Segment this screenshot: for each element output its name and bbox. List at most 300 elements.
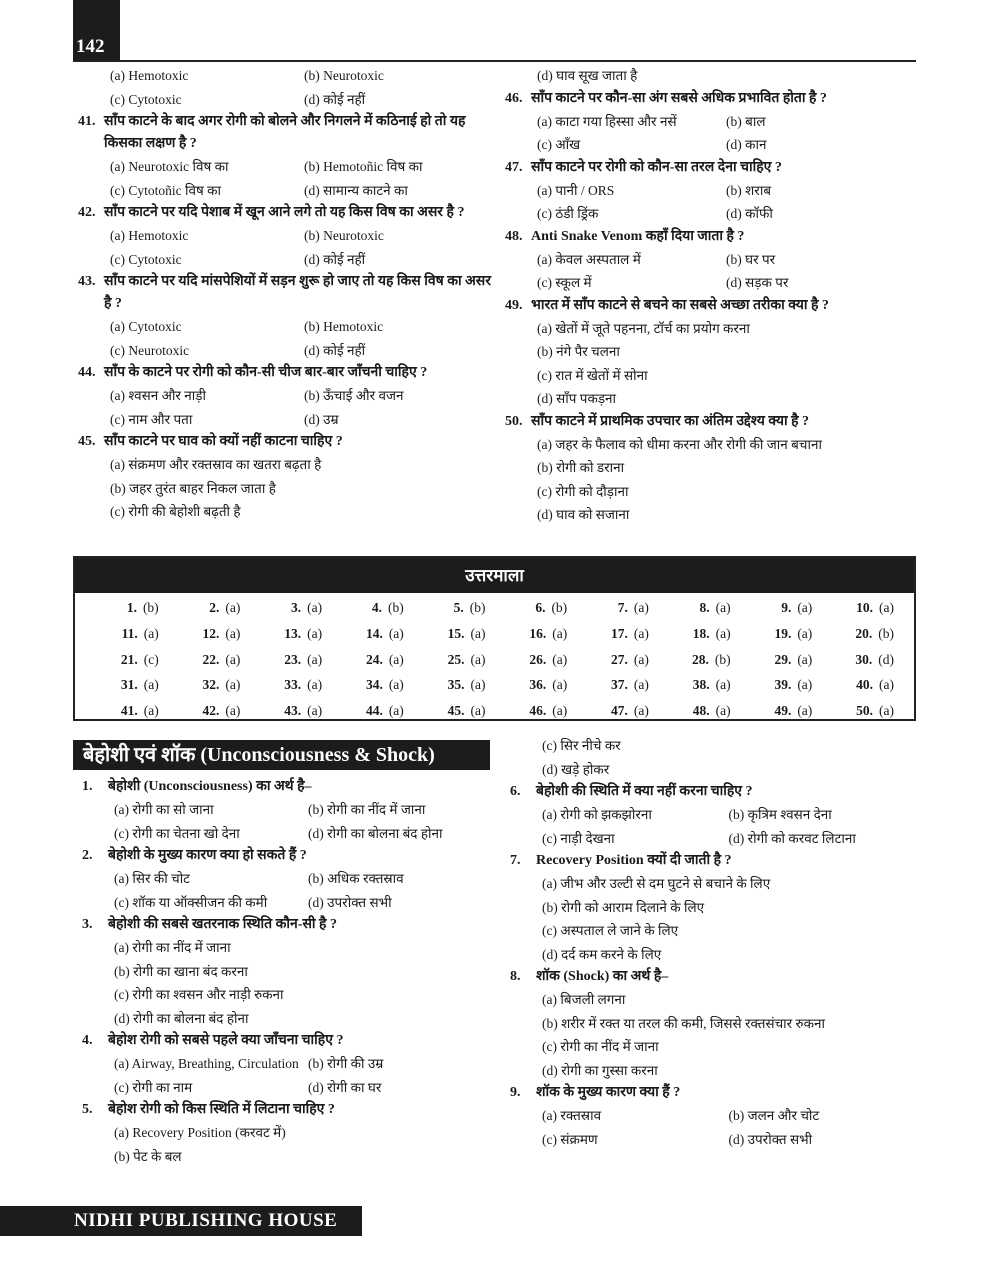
question-text: साँप काटने पर रोगी को कौन-सा तरल देना चाहिए ?	[531, 159, 782, 175]
option: (b) Hemotoxic	[304, 319, 384, 334]
answer-cell	[495, 621, 577, 647]
option-row	[537, 480, 915, 504]
question	[510, 1082, 915, 1151]
question-text: साँप के काटने पर रोगी को कौन-सी चीज बार-बार जाँचनी चाहिए ?	[104, 365, 428, 380]
answer-cell	[414, 621, 496, 647]
option-row	[537, 248, 915, 272]
question	[82, 1030, 502, 1099]
option-row	[114, 822, 502, 846]
option: (b) बाल	[726, 113, 766, 129]
answer-cell	[577, 621, 659, 647]
option-row	[537, 340, 915, 364]
option-row	[537, 110, 915, 134]
option: (b) नंगे पैर चलना	[537, 344, 620, 359]
option: (d) कॉफी	[726, 206, 773, 221]
option-row	[114, 983, 502, 1007]
option: (d) कान	[726, 137, 767, 152]
answer-cell	[659, 672, 741, 698]
answer-option: (a)	[797, 651, 813, 667]
question-number: 7.	[510, 853, 521, 868]
publisher-name: NIDHI PUBLISHING HOUSE	[74, 1210, 338, 1231]
answer-option: (b)	[551, 600, 568, 615]
answer-option: (a)	[388, 677, 404, 693]
answer-cell	[87, 647, 169, 673]
answer-number: 18.	[692, 625, 710, 641]
question-number: 44.	[78, 365, 96, 380]
option: (c) Neurotoxic	[110, 342, 190, 358]
answer-cell	[741, 672, 823, 698]
answer-number: 33.	[284, 677, 302, 693]
question-number: 8.	[510, 969, 521, 984]
question-number: 48.	[505, 228, 523, 244]
option: (d) घाव को सजाना	[537, 507, 630, 522]
option: (b) Neurotoxic	[304, 68, 384, 83]
option-row	[537, 133, 915, 157]
question	[510, 850, 915, 966]
option: (b) शराब	[726, 182, 772, 198]
answer-cell	[169, 672, 251, 698]
answer-number: 17.	[611, 625, 628, 641]
option: (b) घर पर	[726, 251, 776, 267]
option-row	[537, 202, 915, 226]
question-text: Recovery Position क्यों दी जाती है ?	[536, 853, 732, 868]
option-row	[110, 88, 498, 112]
option: (b) जहर तुरंत बाहर निकल जाता है	[110, 480, 276, 496]
option: (b) Neurotoxic	[304, 228, 384, 243]
option-row	[114, 891, 502, 915]
answer-cell	[332, 621, 414, 647]
answer-number: 31.	[120, 677, 138, 693]
option-row	[542, 943, 915, 967]
answer-option: (a)	[552, 703, 568, 719]
answer-number: 1.	[126, 600, 137, 615]
option-row	[114, 1007, 502, 1031]
option: (b) पेट के बल	[114, 1148, 182, 1164]
question-title	[505, 157, 915, 179]
answer-option: (a)	[388, 625, 404, 641]
option: (b) रोगी का खाना बंद करना	[114, 963, 248, 979]
question	[510, 781, 915, 850]
answer-option: (a)	[225, 600, 241, 615]
answer-option: (a)	[143, 703, 159, 719]
answer-cell	[741, 698, 823, 724]
answer-number: 2.	[209, 600, 220, 615]
option: (a) बिजली लगना	[542, 992, 626, 1007]
question-text: शॉक (Shock) का अर्थ है–	[536, 969, 669, 984]
answer-option: (a)	[633, 625, 649, 641]
section-title-banner	[73, 740, 490, 770]
question-number: 9.	[510, 1085, 521, 1100]
answer-option: (d)	[878, 651, 894, 667]
answer-number: 6.	[535, 600, 546, 615]
question-title	[510, 966, 915, 988]
option: (c) रोगी का नाम	[114, 1079, 193, 1095]
answer-number: 49.	[774, 703, 792, 719]
option-row	[537, 433, 915, 457]
options-list	[510, 734, 915, 781]
option: (a) रोगी का नींद में जाना	[114, 940, 231, 955]
answer-option: (b)	[469, 600, 486, 615]
question-text: साँप काटने पर यदि पेशाब में खून आने लगे तो यह किस विष का असर है ?	[104, 205, 465, 220]
answer-number: 27.	[611, 651, 628, 667]
option: (a) जहर के फैलाव को धीमा करना और रोगी की जान बचाना	[537, 436, 822, 452]
option: (c) रात में खेतों में सोना	[537, 367, 648, 383]
option-row	[110, 500, 498, 524]
option-row	[114, 1121, 502, 1145]
question	[82, 1099, 502, 1168]
answer-cell	[495, 698, 577, 724]
answer-number: 40.	[856, 677, 873, 693]
option: (b) कृत्रिम श्वसन देना	[728, 807, 832, 822]
option: (d) खड़े होकर	[542, 761, 610, 777]
question	[78, 111, 498, 202]
answer-number: 12.	[202, 625, 220, 641]
option-row	[537, 317, 915, 341]
question-title	[505, 295, 915, 317]
answer-cell	[332, 647, 414, 673]
answer-cell	[577, 647, 659, 673]
answer-number: 34.	[365, 677, 383, 693]
answer-option: (a)	[307, 651, 323, 667]
option-row	[537, 179, 915, 203]
answer-option: (a)	[552, 651, 568, 667]
option: (b) शरीर में रक्त या तरल की कमी, जिससे रक्तसंचार रुकना	[542, 1015, 825, 1031]
answer-number: 39.	[774, 677, 792, 693]
answer-number: 25.	[447, 651, 465, 667]
answer-cell	[577, 672, 659, 698]
option-row	[110, 315, 498, 339]
answer-number: 36.	[529, 677, 547, 693]
answer-option: (a)	[388, 703, 404, 719]
answer-number: 43.	[284, 703, 302, 719]
answer-option: (a)	[225, 625, 241, 641]
option: (a) जीभ और उल्टी से दम घुटने से बचाने के लिए	[542, 876, 771, 891]
question-number: 43.	[78, 274, 96, 289]
options-list	[78, 384, 498, 431]
answer-number: 44.	[365, 703, 383, 719]
answer-number: 48.	[692, 703, 710, 719]
option-row	[110, 248, 498, 272]
options-list	[82, 867, 502, 914]
answer-number: 28.	[691, 651, 709, 667]
answer-option: (a)	[225, 703, 241, 719]
answer-number: 42.	[202, 703, 220, 719]
answer-cell	[169, 595, 251, 621]
answer-cell	[577, 698, 659, 724]
options-list	[78, 453, 498, 524]
option-row	[114, 960, 502, 984]
option: (d) रोगी का बोलना बंद होना	[114, 1010, 249, 1026]
option: (b) रोगी को डराना	[537, 460, 625, 475]
answer-option: (a)	[797, 625, 813, 641]
answer-number: 7.	[617, 600, 628, 615]
option-row	[114, 1145, 502, 1169]
option: (c) Cytotoxic	[110, 91, 182, 107]
option: (c) संक्रमण	[542, 1131, 598, 1147]
answer-cell	[414, 595, 496, 621]
answer-cell	[577, 595, 659, 621]
option-row	[110, 477, 498, 501]
option: (c) अस्पताल ले जाने के लिए	[542, 923, 679, 938]
option: (a) काटा गया हिस्सा और नसें	[537, 113, 677, 129]
option: (d) उपरोक्त सभी	[728, 1131, 813, 1147]
answer-number: 22.	[202, 651, 220, 667]
question-number: 5.	[82, 1102, 93, 1117]
option: (c) ठंडी ड्रिंक	[537, 206, 599, 221]
question-number: 2.	[82, 848, 93, 863]
option: (c) स्कूल में	[537, 275, 592, 290]
options-list	[510, 988, 915, 1082]
answer-number: 47.	[611, 703, 628, 719]
question-title	[82, 776, 502, 798]
option: (c) रोगी को दौड़ाना	[537, 483, 629, 499]
options-list	[82, 1052, 502, 1099]
option-row	[537, 364, 915, 388]
option: (a) Recovery Position (करवट में)	[114, 1125, 286, 1140]
option-row	[542, 827, 915, 851]
question-title	[82, 914, 502, 936]
answer-option: (a)	[633, 651, 649, 667]
answer-option: (a)	[470, 651, 486, 667]
answer-option: (a)	[470, 677, 486, 693]
answer-number: 4.	[371, 600, 383, 615]
answer-number: 8.	[699, 600, 710, 615]
answer-cell	[414, 647, 496, 673]
option: (a) Neurotoxic विष का	[110, 159, 229, 174]
answer-option: (a)	[797, 677, 813, 693]
option: (c) Cytotoxic	[110, 251, 182, 267]
answer-key-table	[73, 556, 916, 721]
answer-number: 45.	[447, 703, 465, 719]
section-title: बेहोशी एवं शॉक (Unconsciousness & Shock)	[83, 744, 435, 766]
answer-cell	[87, 595, 169, 621]
option-row	[542, 988, 915, 1012]
question-title	[510, 1082, 915, 1104]
option-row	[542, 1035, 915, 1059]
options-list	[505, 110, 915, 157]
answer-number: 11.	[121, 625, 138, 641]
option-row	[114, 798, 502, 822]
answer-option: (a)	[879, 703, 894, 719]
answer-cell	[822, 647, 904, 673]
answer-option: (c)	[143, 651, 159, 667]
answer-option: (a)	[633, 703, 649, 719]
answer-cell	[332, 698, 414, 724]
question-title	[82, 845, 502, 867]
option: (a) रोगी को झकझोरना	[542, 807, 652, 822]
question	[78, 431, 498, 524]
option: (d) घाव सूख जाता है	[537, 68, 638, 83]
option: (d) साँप पकड़ना	[537, 391, 617, 406]
answer-cell	[741, 621, 823, 647]
option-row	[542, 919, 915, 943]
question-text: बेहोशी की स्थिति में क्या नहीं करना चाहिए ?	[536, 784, 753, 799]
option: (a) Hemotoxic	[110, 68, 189, 83]
question	[78, 271, 498, 362]
answer-option: (a)	[715, 703, 731, 719]
answer-number: 9.	[781, 600, 792, 615]
answer-number: 23.	[284, 651, 302, 667]
answer-key-grid	[75, 593, 914, 724]
option: (c) सिर नीचे कर	[542, 738, 621, 753]
option: (b) रोगी की उम्र	[308, 1056, 384, 1071]
answer-cell	[250, 621, 332, 647]
question	[82, 776, 502, 845]
option: (a) रक्तस्राव	[542, 1108, 602, 1123]
question-text: बेहोशी की सबसे खतरनाक स्थिति कौन-सी है ?	[108, 917, 337, 932]
question-text: साँप काटने में प्राथमिक उपचार का अंतिम उद्देश्य क्या है ?	[531, 413, 810, 429]
option: (a) सिर की चोट	[114, 871, 190, 886]
answer-option: (a)	[633, 600, 649, 615]
option-row	[110, 408, 498, 432]
question-text: साँप काटने के बाद अगर रोगी को बोलने और निगलने में कठिनाई हो तो यह किसका लक्षण है ?	[104, 114, 466, 151]
answer-number: 46.	[529, 703, 547, 719]
option-row	[537, 64, 915, 88]
answer-option: (a)	[715, 600, 731, 615]
answer-option: (a)	[552, 625, 568, 641]
answer-number: 20.	[855, 625, 873, 641]
answer-number: 15.	[447, 625, 465, 641]
page-number: 142	[76, 36, 105, 57]
option-row	[110, 155, 498, 179]
question	[82, 845, 502, 914]
options-list	[505, 179, 915, 226]
answer-option: (a)	[225, 677, 241, 693]
question	[78, 362, 498, 431]
answer-option: (a)	[143, 677, 159, 693]
question-text: Anti Snake Venom कहाँ दिया जाता है ?	[531, 228, 745, 244]
answer-cell	[250, 595, 332, 621]
option: (b) जलन और चोट	[728, 1108, 820, 1123]
option: (a) संक्रमण और रक्तस्राव का खतरा बढ़ता है	[110, 457, 322, 472]
option: (b) रोगी का नींद में जाना	[308, 802, 426, 817]
option-row	[110, 339, 498, 363]
options-list	[78, 155, 498, 202]
header-rule	[73, 60, 916, 62]
answer-cell	[250, 698, 332, 724]
option-row	[542, 734, 915, 758]
answer-cell	[659, 647, 741, 673]
answer-option: (a)	[879, 677, 894, 693]
question-number: 46.	[505, 90, 523, 106]
option: (b) Hemotoñic विष का	[304, 159, 423, 174]
options-list	[505, 317, 915, 411]
option-row	[110, 384, 498, 408]
option-row	[537, 387, 915, 411]
answer-option: (a)	[388, 651, 404, 667]
option: (d) रोगी का बोलना बंद होना	[308, 825, 443, 841]
answer-option: (b)	[388, 600, 404, 615]
answer-number: 21.	[120, 651, 138, 667]
answer-cell	[87, 672, 169, 698]
answer-option: (a)	[715, 677, 731, 693]
question-number: 6.	[510, 784, 521, 799]
option: (d) रोगी का घर	[308, 1079, 382, 1095]
answer-number: 41.	[120, 703, 138, 719]
option: (c) रोगी की बेहोशी बढ़ती है	[110, 504, 241, 519]
question-text: शॉक के मुख्य कारण क्या हैं ?	[536, 1085, 681, 1100]
answer-option: (a)	[879, 600, 894, 615]
question-text: साँप काटने पर कौन-सा अंग सबसे अधिक प्रभावित होता है ?	[531, 90, 827, 106]
answer-number: 24.	[365, 651, 383, 667]
answer-cell	[87, 698, 169, 724]
question-number: 1.	[82, 779, 93, 794]
option: (c) नाड़ी देखना	[542, 830, 615, 846]
question-text: भारत में साँप काटने से बचने का सबसे अच्छा तरीका क्या है ?	[531, 297, 829, 313]
question	[505, 226, 915, 295]
options-list	[78, 315, 498, 362]
question-text: बेहोश रोगी को सबसे पहले क्या जाँचना चाहिए ?	[108, 1033, 344, 1048]
option: (b) रोगी को आराम दिलाने के लिए	[542, 899, 705, 915]
question-title	[82, 1030, 502, 1052]
options-list	[78, 64, 498, 111]
answer-option: (a)	[470, 703, 486, 719]
answer-number: 5.	[453, 600, 464, 615]
question	[82, 914, 502, 1030]
question-title	[78, 111, 498, 155]
option: (d) उम्र	[304, 411, 339, 427]
question-number: 4.	[82, 1033, 93, 1048]
answer-number: 3.	[290, 600, 302, 615]
question	[505, 411, 915, 527]
option: (a) Cytotoxic	[110, 319, 182, 334]
answer-cell	[822, 698, 904, 724]
question-title	[78, 362, 498, 384]
option-row	[110, 224, 498, 248]
option: (c) Cytotoñic विष का	[110, 182, 222, 198]
answer-cell	[741, 647, 823, 673]
answer-option: (a)	[307, 677, 323, 693]
option: (d) कोई नहीं	[304, 251, 366, 267]
option-row	[542, 1059, 915, 1083]
question	[505, 88, 915, 157]
question-text: बेहोश रोगी को किस स्थिति में लिटाना चाहिए ?	[108, 1102, 335, 1117]
question-title	[78, 271, 498, 315]
option-row	[542, 1128, 915, 1152]
question-number: 49.	[505, 297, 523, 313]
option-row	[542, 1104, 915, 1128]
option-row	[542, 758, 915, 782]
options-list	[82, 798, 502, 845]
question-text: बेहोशी के मुख्य कारण क्या हो सकते हैं ?	[108, 848, 307, 863]
answer-number: 32.	[202, 677, 220, 693]
option-row	[542, 1012, 915, 1036]
answer-number: 38.	[692, 677, 710, 693]
page-number-block	[73, 0, 120, 61]
option-row	[114, 1052, 502, 1076]
option: (a) Hemotoxic	[110, 228, 189, 243]
left-column-top	[78, 64, 498, 524]
question-text: साँप काटने पर घाव को क्यों नहीं काटना चाहिए ?	[104, 434, 343, 449]
option: (a) केवल अस्पताल में	[537, 251, 641, 267]
answer-cell	[414, 672, 496, 698]
options-list	[82, 936, 502, 1030]
option: (d) रोगी को करवट लिटाना	[728, 830, 856, 846]
answer-option: (a)	[307, 600, 323, 615]
option: (c) शॉक या ऑक्सीजन की कमी	[114, 894, 268, 910]
question-title	[78, 431, 498, 453]
question	[510, 966, 915, 1082]
option-row	[114, 867, 502, 891]
question	[78, 202, 498, 271]
answer-option: (a)	[470, 625, 486, 641]
answer-cell	[822, 621, 904, 647]
answer-option: (a)	[797, 703, 813, 719]
publisher-footer	[0, 1206, 362, 1236]
question-number: 47.	[505, 159, 523, 175]
option: (c) आँख	[537, 137, 581, 152]
option: (c) रोगी का नींद में जाना	[542, 1039, 659, 1054]
